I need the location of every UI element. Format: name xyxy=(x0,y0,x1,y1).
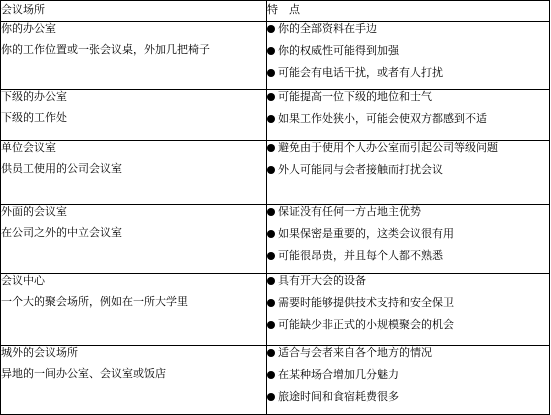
table-row xyxy=(1,346,550,415)
feature-item xyxy=(267,141,549,163)
feature-item xyxy=(267,318,549,340)
feature-text: 在某种场合增加几分魅力 xyxy=(278,368,399,381)
venue-cell xyxy=(1,274,267,346)
features-cell xyxy=(267,346,550,415)
bullet-icon xyxy=(267,144,275,152)
venue-description: 一个大的聚会场所，例如在一所大学里 xyxy=(1,295,188,308)
venue-description: 供员工使用的公司会议室 xyxy=(1,162,122,175)
venue-name: 会议中心 xyxy=(1,274,45,287)
venue-cell xyxy=(1,90,267,141)
venue-description: 异地的一间办公室、会议室或饭店 xyxy=(1,367,166,380)
feature-text: 旅途时间和食宿耗费很多 xyxy=(278,390,399,403)
feature-text: 如果工作处狭小，可能会使双方都感到不适 xyxy=(278,112,487,125)
features-cell xyxy=(267,22,550,90)
feature-text: 适合与会者来自各个地方的情况 xyxy=(278,346,432,359)
features-cell xyxy=(267,90,550,141)
venue-name: 你的办公室 xyxy=(1,22,56,35)
bullet-icon xyxy=(267,349,275,357)
feature-item xyxy=(267,163,549,185)
feature-text: 如果保密是重要的，这类会议很有用 xyxy=(278,227,454,240)
feature-item xyxy=(267,90,549,112)
feature-text: 可能很昂贵，并且每个人都不熟悉 xyxy=(278,249,443,262)
bullet-icon xyxy=(267,93,275,101)
feature-item xyxy=(267,44,549,66)
venue-description: 下级的工作处 xyxy=(1,111,67,124)
table-row xyxy=(1,205,550,274)
table-row xyxy=(1,274,550,346)
bullet-icon xyxy=(267,166,275,174)
venue-name: 外面的会议室 xyxy=(1,205,67,218)
feature-item xyxy=(267,112,549,134)
bullet-icon xyxy=(267,371,275,379)
feature-item xyxy=(267,296,549,318)
header-features: 特 点 xyxy=(267,1,550,22)
feature-text: 外人可能同与会者接触而打扰会议 xyxy=(278,163,443,176)
feature-item xyxy=(267,227,549,249)
feature-item xyxy=(267,249,549,271)
bullet-icon xyxy=(267,252,275,260)
bullet-icon xyxy=(267,393,275,401)
venue-cell xyxy=(1,22,267,90)
venue-name: 单位会议室 xyxy=(1,141,56,154)
bullet-icon xyxy=(267,321,275,329)
feature-text: 避免由于使用个人办公室而引起公司等级问题 xyxy=(278,141,498,154)
feature-text: 需要时能够提供技术支持和安全保卫 xyxy=(278,296,454,309)
features-cell xyxy=(267,274,550,346)
feature-text: 你的全部资料在手边 xyxy=(278,22,377,35)
feature-item xyxy=(267,368,549,390)
bullet-icon xyxy=(267,47,275,55)
bullet-icon xyxy=(267,25,275,33)
venue-description: 你的工作位置或一张会议桌，外加几把椅子 xyxy=(1,43,210,56)
features-cell xyxy=(267,141,550,205)
feature-item xyxy=(267,390,549,412)
table-row xyxy=(1,90,550,141)
bullet-icon xyxy=(267,115,275,123)
feature-item xyxy=(267,66,549,88)
feature-item xyxy=(267,22,549,44)
feature-item xyxy=(267,274,549,296)
feature-text: 可能提高一位下级的地位和士气 xyxy=(278,90,432,103)
table-body xyxy=(1,22,550,415)
venue-description: 在公司之外的中立会议室 xyxy=(1,226,122,239)
bullet-icon xyxy=(267,277,275,285)
venue-cell xyxy=(1,141,267,205)
venue-name: 下级的办公室 xyxy=(1,90,67,103)
feature-item xyxy=(267,346,549,368)
feature-item xyxy=(267,205,549,227)
bullet-icon xyxy=(267,299,275,307)
features-cell xyxy=(267,205,550,274)
bullet-icon xyxy=(267,208,275,216)
feature-text: 可能会有电话干扰，或者有人打扰 xyxy=(278,66,443,79)
table-row xyxy=(1,141,550,205)
feature-text: 保证没有任何一方占地主优势 xyxy=(278,205,421,218)
feature-text: 你的权威性可能得到加强 xyxy=(278,44,399,57)
table-row xyxy=(1,22,550,90)
venue-cell xyxy=(1,346,267,415)
venue-name: 城外的会议场所 xyxy=(1,346,78,359)
feature-text: 可能缺少非正式的小规模聚会的机会 xyxy=(278,318,454,331)
bullet-icon xyxy=(267,230,275,238)
table-header-row xyxy=(1,1,550,22)
venue-cell xyxy=(1,205,267,274)
feature-text: 具有开大会的设备 xyxy=(278,274,366,287)
bullet-icon xyxy=(267,69,275,77)
header-venue: 会议场所 xyxy=(1,1,267,22)
